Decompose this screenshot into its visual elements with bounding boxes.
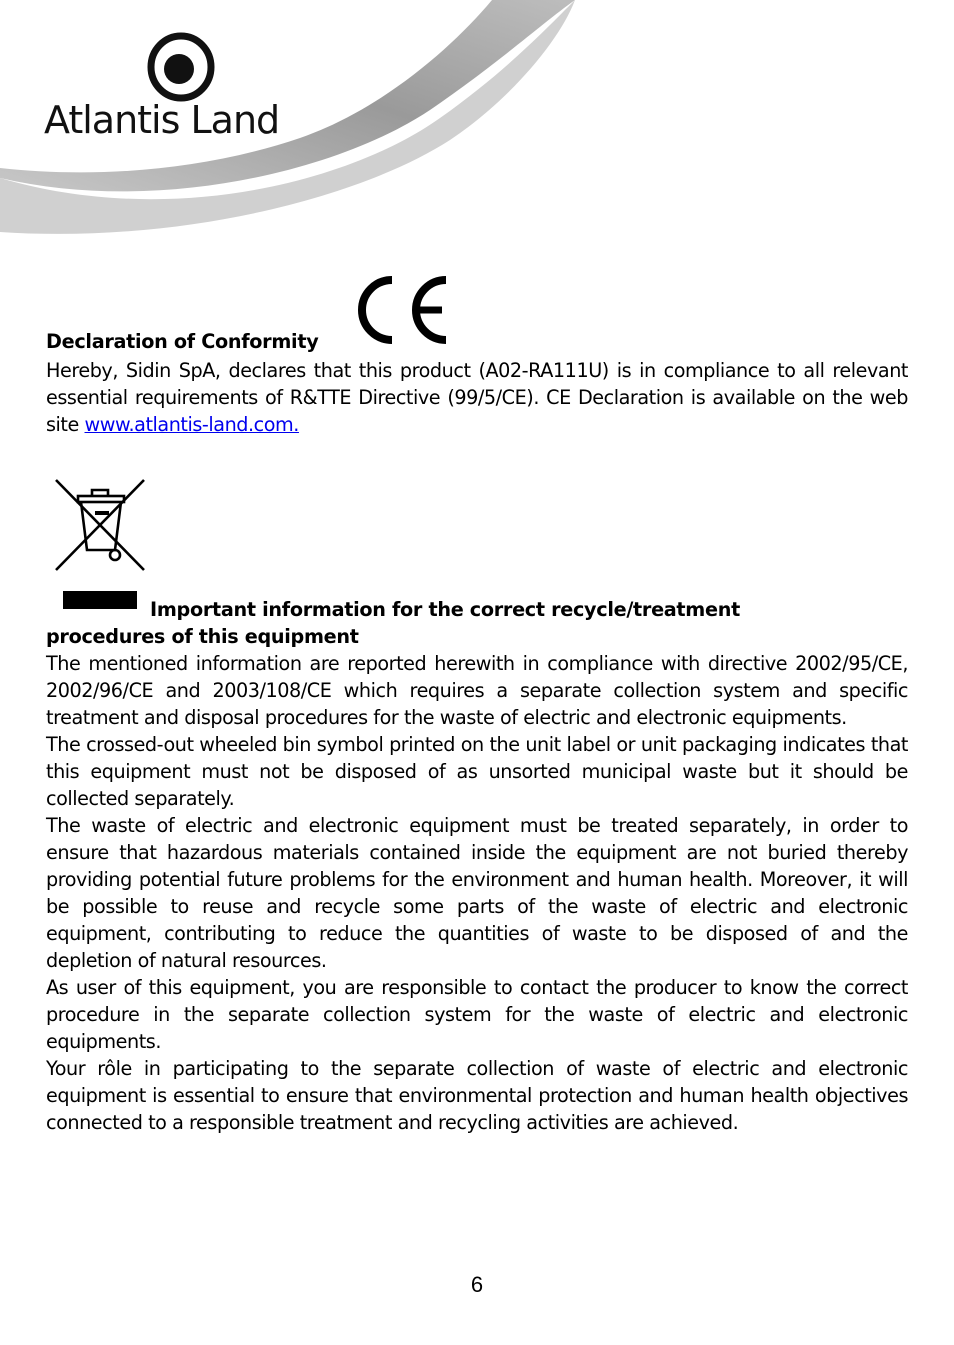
recycle-paragraph: The mentioned information are reported herewith in compliance with directive 2002/95/CE, 2002/96/CE and 2003/108/CE which requires a separate collection system and specific treatment and disposal procedures for the waste of electric and electronic equipments. <box>46 652 908 729</box>
declaration-heading: Declaration of Conformity <box>46 330 319 353</box>
recycle-paragraph: Your rôle in participating to the separate collection of waste of electric and electronic equipment is essential to ensure that environmental protection and human health objectives connected to a responsible treatment and recycling activities are achieved. <box>46 1057 908 1134</box>
recycle-body <box>46 650 908 1136</box>
ce-mark-icon <box>346 272 452 348</box>
recycle-heading <box>46 596 908 650</box>
declaration-body <box>46 357 908 438</box>
logo-circle-icon <box>146 32 216 102</box>
recycle-heading-line1: Important information for the correct recycle/treatment <box>150 598 740 621</box>
recycle-heading-line2: procedures of this equipment <box>46 625 359 648</box>
logo-wordmark: Atlantis Land <box>44 98 280 142</box>
declaration-heading-row <box>46 272 646 358</box>
recycle-paragraph: As user of this equipment, you are responsible to contact the producer to know the correct procedure in the separate collection system for the waste of electric and electronic equipments. <box>46 976 908 1053</box>
crossed-out-bin-icon <box>52 476 148 574</box>
website-link[interactable]: www.atlantis-land.com. <box>84 413 299 436</box>
declaration-text: Hereby, Sidin SpA, declares that this product (A02-RA111U) is in compliance to all relevant essential requirements of R&TTE Directive (99/5/CE). CE Declaration is available on the web site <box>46 359 908 436</box>
page-number: 6 <box>470 1272 484 1297</box>
recycle-paragraph: The waste of electric and electronic equipment must be treated separately, in order to ensure that hazardous materials contained inside the equipment are not buried thereby providing potential future problems for the environment and human health. Moreover, it will be possible to reuse and recycle some parts of the waste of electric and electronic equipment, contributing to reduce the quantities of waste to be disposed of and the depletion of natural resources. <box>46 814 908 972</box>
atlantis-land-logo <box>44 32 314 142</box>
recycle-paragraph: The crossed-out wheeled bin symbol printed on the unit label or unit packaging indicates that this equipment must not be disposed of as unsorted municipal waste but it should be collected separately. <box>46 733 908 810</box>
